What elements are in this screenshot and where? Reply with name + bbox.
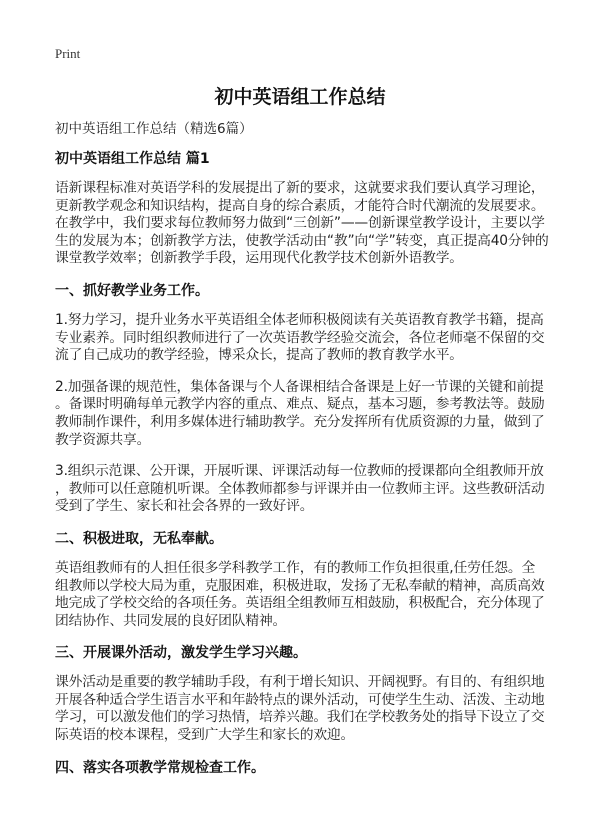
text-line: 教学资源共享。 [55, 431, 151, 448]
section-paragraph [55, 312, 555, 365]
intro-paragraph [55, 180, 555, 268]
document-body [55, 120, 555, 789]
text-line: 开展各种适合学生语言水平和年龄特点的课外活动，可使学生生动、活泼、主动地 [55, 691, 545, 708]
section-paragraph [55, 379, 555, 449]
article-heading: 初中英语组工作总结 篇1 [55, 151, 210, 167]
text-line: 教师制作课件，利用多媒体进行辅助教学。充分发挥所有优质资源的力量，做到了 [55, 413, 545, 430]
text-line: 团结协作、共同发展的良好团队精神。 [55, 612, 287, 629]
text-line: 际英语的校本课程，受到广大学生和家长的欢迎。 [55, 727, 355, 744]
text-line: 语新课程标准对英语学科的发展提出了新的要求，这就要求我们要认真学习理论， [55, 180, 545, 196]
text-line: 流了自己成功的教学经验，博采众长，提高了教师的教育教学水平。 [55, 347, 463, 364]
text-line: ，教师可以任意随机听课。全体教师都参与评课并由一位教师主评。这些教研活动 [55, 480, 545, 497]
text-line: 受到了学生、家长和社会各界的一致好评。 [55, 498, 314, 515]
text-line: 英语组教师有的人担任很多学科教学工作，有的教师工作负担很重,任劳任怨。全 [55, 559, 536, 576]
section-heading: 三、开展课外活动，激发学生学习兴趣。 [55, 645, 307, 662]
text-line: 1.努力学习，提升业务水平英语组全体老师积极阅读有关英语教育教学书籍，提高 [55, 311, 544, 328]
section-heading: 四、落实各项教学常规检查工作。 [55, 759, 265, 776]
text-line: 课堂教学效率；创新教学手段，运用现代化教学技术创新外语教学。 [55, 250, 463, 267]
section-paragraph [55, 674, 555, 744]
text-line: 在教学中，我们要求每位教师努力做到“三创新”——创新课堂教学设计，主要以学 [55, 215, 545, 232]
text-line: 地完成了学校交给的各项任务。英语组全组教师互相鼓励，积极配合，充分体现了 [55, 595, 545, 612]
text-line: 。备课时明确每单元教学内容的重点、难点、疑点，基本习题，参考教法等。鼓励 [55, 396, 545, 413]
text-line: 更新教学观念和知识结构，提高自身的综合素质，才能符合时代潮流的发展要求。 [55, 197, 545, 214]
section-paragraph [55, 463, 555, 516]
text-line: 课外活动是重要的教学辅助手段，有利于增长知识、开阔视野。有目的、有组织地 [55, 674, 545, 691]
text-line: 专业素养。同时组织教师进行了一次英语教学经验交流会，各位老师毫不保留的交 [55, 329, 545, 346]
section-paragraph [55, 560, 555, 630]
text-line: 组教师以学校大局为重，克服困难，积极进取，发扬了无私奉献的精神，高质高效 [55, 577, 545, 594]
section-heading: 一、抓好教学业务工作。 [55, 282, 209, 299]
section-heading: 二、积极进取，无私奉献。 [55, 530, 223, 547]
print-link[interactable]: Print [55, 46, 81, 61]
text-line: 2.加强备课的规范性，集体备课与个人备课相结合备课是上好一节课的关键和前提 [55, 378, 544, 395]
page-title: 初中英语组工作总结 [214, 86, 386, 108]
text-line: 生的发展为本；创新教学方法，使教学活动由“教”向“学”转变，真正提高40分钟的 [55, 232, 549, 249]
text-line: 学习，可以激发他们的学习热情，培养兴趣。我们在学校教务处的指导下设立了交 [55, 709, 545, 726]
document-subtitle: 初中英语组工作总结（精选6篇） [55, 121, 253, 137]
text-line: 3.组织示范课、公开课，开展听课、评课活动每一位教师的授课都向全组教师开放 [55, 463, 544, 480]
sections [55, 282, 555, 777]
